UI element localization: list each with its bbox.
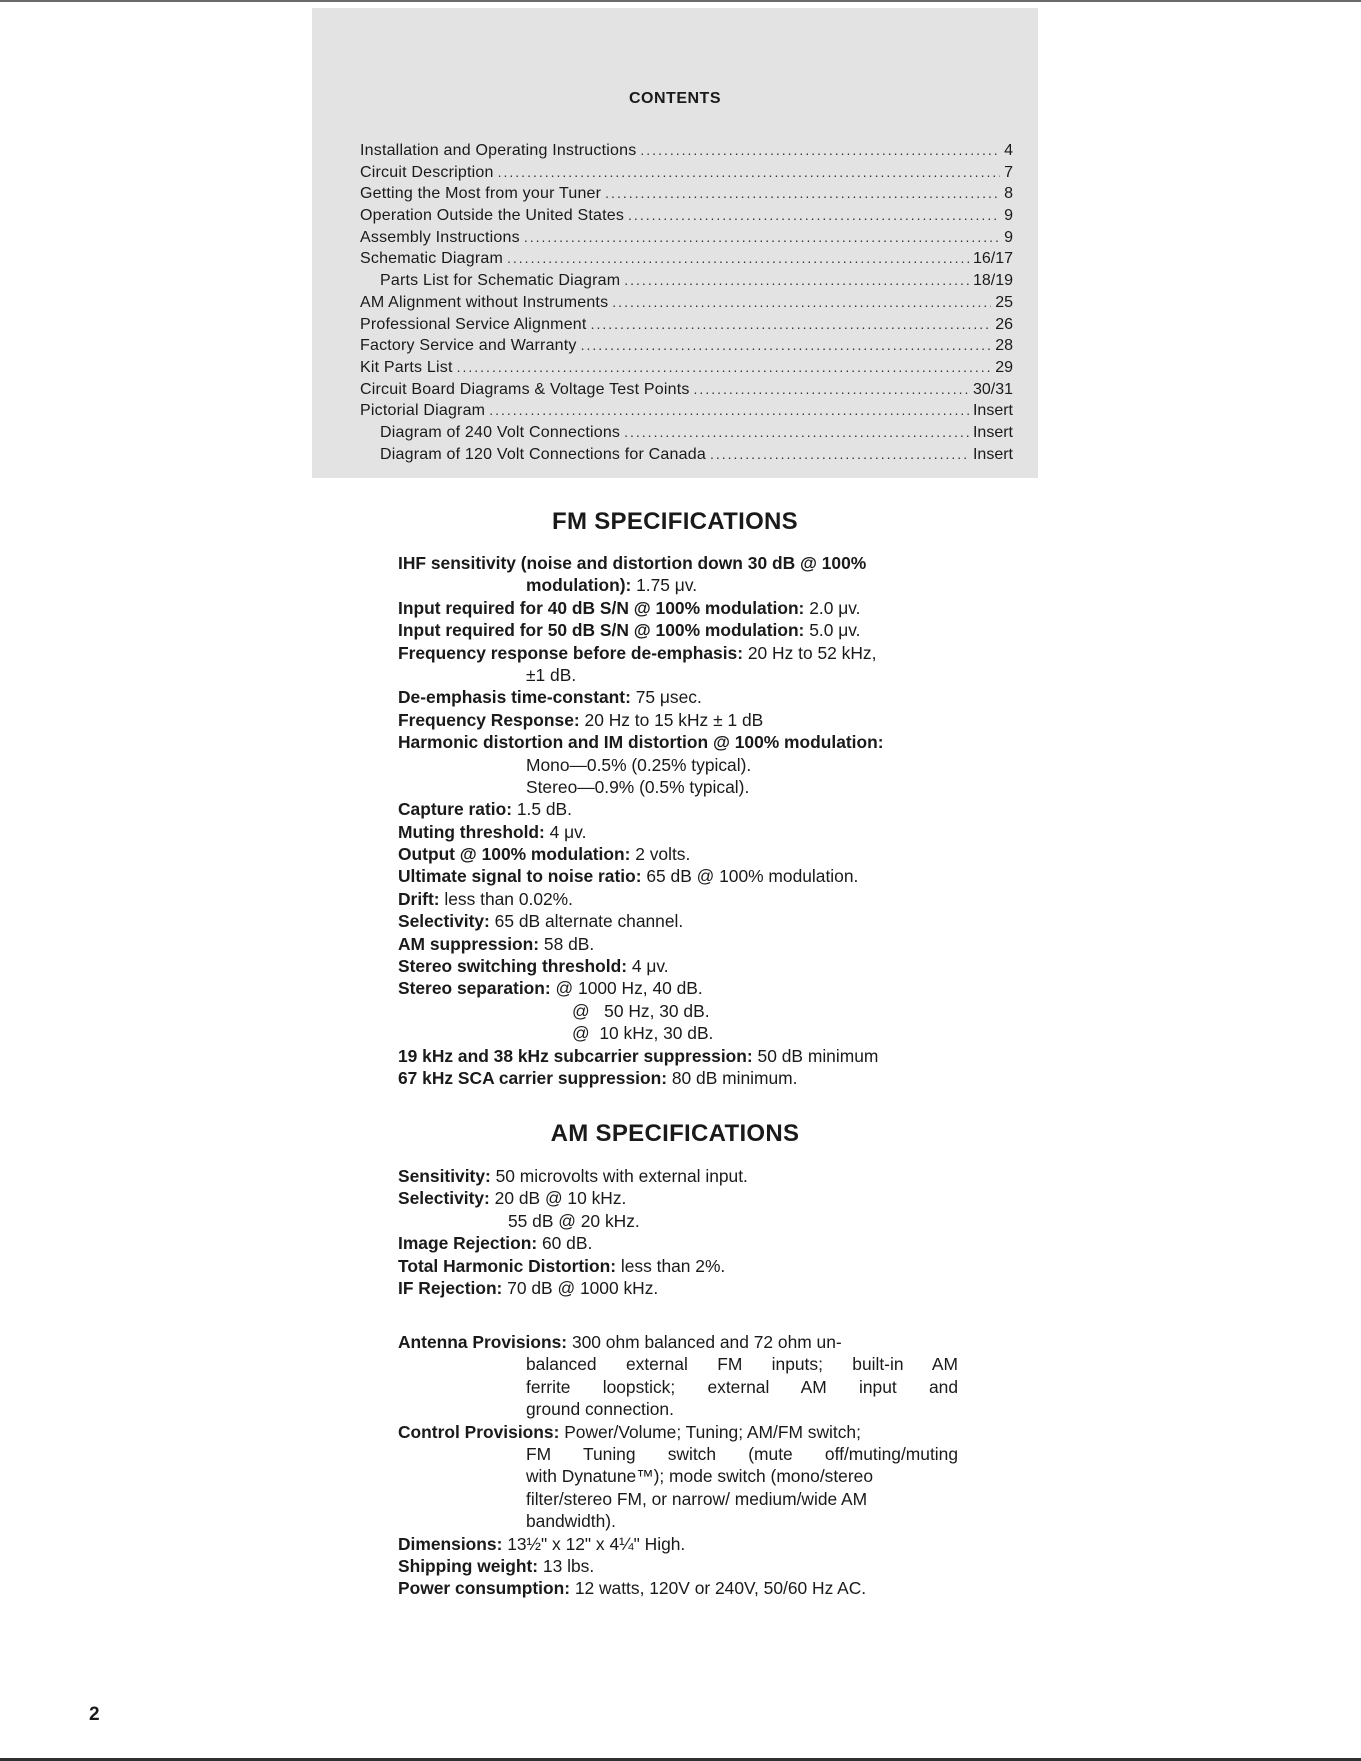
toc-item: Pictorial Diagram ..... Insert xyxy=(360,402,1013,424)
general-specifications xyxy=(398,1331,958,1600)
spec-line: Frequency Response: 20 Hz to 15 kHz ± 1 dB xyxy=(398,709,764,730)
spec-line: Control Provisions: Power/Volume; Tuning; AM/FM switch; xyxy=(398,1421,861,1442)
toc-item: Parts List for Schematic Diagram ..... 18/19 xyxy=(360,272,1013,294)
spec-line: AM suppression: 58 dB. xyxy=(398,933,595,954)
spec-line: with Dynatune™); mode switch (mono/stereo xyxy=(526,1466,873,1487)
spec-line: ferrite loopstick; external AM input and xyxy=(526,1376,958,1397)
spec-line: Image Rejection: 60 dB. xyxy=(398,1233,593,1254)
spec-line: Ultimate signal to noise ratio: 65 dB @ 100% modulation. xyxy=(398,866,859,887)
spec-line: modulation): 1.75 μv. xyxy=(526,575,698,596)
spec-line: FM Tuning switch (mute off/muting/muting xyxy=(526,1443,958,1464)
spec-line: Capture ratio: 1.5 dB. xyxy=(398,799,572,820)
spec-line: 67 kHz SCA carrier suppression: 80 dB minimum. xyxy=(398,1067,798,1088)
spec-line: Harmonic distortion and IM distortion @ 100% modulation: xyxy=(398,732,884,753)
spec-line: filter/stereo FM, or narrow/ medium/wide AM xyxy=(526,1488,868,1509)
toc-item: Installation and Operating Instructions ..... 4 xyxy=(360,142,1013,164)
table-of-contents xyxy=(360,142,1013,467)
spec-line: Output @ 100% modulation: 2 volts. xyxy=(398,844,691,865)
spec-line: IHF sensitivity (noise and distortion down 30 dB @ 100% xyxy=(398,553,867,573)
page-number: 2 xyxy=(89,1704,100,1725)
spec-line: Sensitivity: 50 microvolts with external input. xyxy=(398,1166,748,1186)
toc-item: Assembly Instructions ..... 9 xyxy=(360,229,1013,251)
spec-line: IF Rejection: 70 dB @ 1000 kHz. xyxy=(398,1277,659,1298)
toc-item: Getting the Most from your Tuner ..... 8 xyxy=(360,185,1013,207)
toc-item: Diagram of 240 Volt Connections ..... Insert xyxy=(360,424,1013,446)
spec-line: Drift: less than 0.02%. xyxy=(398,888,573,909)
contents-box xyxy=(312,8,1038,478)
toc-item: Operation Outside the United States ..... 9 xyxy=(360,207,1013,229)
am-specifications-title: AM SPECIFICATIONS xyxy=(550,1120,800,1147)
spec-line: Frequency response before de-emphasis: 20 Hz to 52 kHz, xyxy=(398,642,877,663)
spec-line: Total Harmonic Distortion: less than 2%. xyxy=(398,1255,726,1276)
spec-line: De-emphasis time-constant: 75 μsec. xyxy=(398,687,702,708)
am-specifications xyxy=(398,1165,958,1299)
toc-item: Schematic Diagram ..... 16/17 xyxy=(360,250,1013,272)
spec-line: ±1 dB. xyxy=(526,664,577,685)
spec-line: Input required for 40 dB S/N @ 100% modulation: 2.0 μv. xyxy=(398,597,861,618)
spec-line: Mono—0.5% (0.25% typical). xyxy=(526,754,752,775)
spec-line: Shipping weight: 13 lbs. xyxy=(398,1555,595,1576)
spec-line: ground connection. xyxy=(526,1399,674,1420)
spec-line: bandwidth). xyxy=(526,1511,616,1532)
spec-line: Input required for 50 dB S/N @ 100% modulation: 5.0 μv. xyxy=(398,620,861,641)
toc-item: Diagram of 120 Volt Connections for Canada ..... Insert xyxy=(360,446,1013,468)
toc-item: Circuit Board Diagrams & Voltage Test Points ..... 30/31 xyxy=(360,381,1013,403)
spec-line: Power consumption: 12 watts, 120V or 240V, 50/60 Hz AC. xyxy=(398,1578,867,1599)
toc-item: AM Alignment without Instruments ..... 25 xyxy=(360,294,1013,316)
fm-specifications-title: FM SPECIFICATIONS xyxy=(552,508,798,535)
spec-line: 55 dB @ 20 kHz. xyxy=(508,1210,640,1231)
fm-specifications xyxy=(398,552,958,1089)
spec-line: Selectivity: 65 dB alternate channel. xyxy=(398,911,684,932)
spec-line: @ 10 kHz, 30 dB. xyxy=(572,1023,714,1044)
spec-line: Dimensions: 13½" x 12" x 4¼" High. xyxy=(398,1533,686,1554)
toc-item: Professional Service Alignment ..... 26 xyxy=(360,316,1013,338)
spec-line: Stereo—0.9% (0.5% typical). xyxy=(526,776,750,797)
spec-line: Antenna Provisions: 300 ohm balanced and 72 ohm un- xyxy=(398,1332,842,1352)
spec-line: balanced external FM inputs; built-in AM xyxy=(526,1354,958,1375)
spec-line: Selectivity: 20 dB @ 10 kHz. xyxy=(398,1188,627,1209)
spec-line: @ 50 Hz, 30 dB. xyxy=(572,1000,710,1021)
contents-title: CONTENTS xyxy=(629,90,721,107)
spec-line: Stereo switching threshold: 4 μv. xyxy=(398,956,669,977)
spec-line: 19 kHz and 38 kHz subcarrier suppression: 50 dB minimum xyxy=(398,1045,879,1066)
top-rule xyxy=(0,0,1361,2)
toc-item: Circuit Description ..... 7 xyxy=(360,164,1013,186)
spec-line: Stereo separation: @ 1000 Hz, 40 dB. xyxy=(398,978,703,999)
toc-item: Factory Service and Warranty ..... 28 xyxy=(360,337,1013,359)
toc-item: Kit Parts List ..... 29 xyxy=(360,359,1013,381)
spec-line: Muting threshold: 4 μv. xyxy=(398,821,587,842)
